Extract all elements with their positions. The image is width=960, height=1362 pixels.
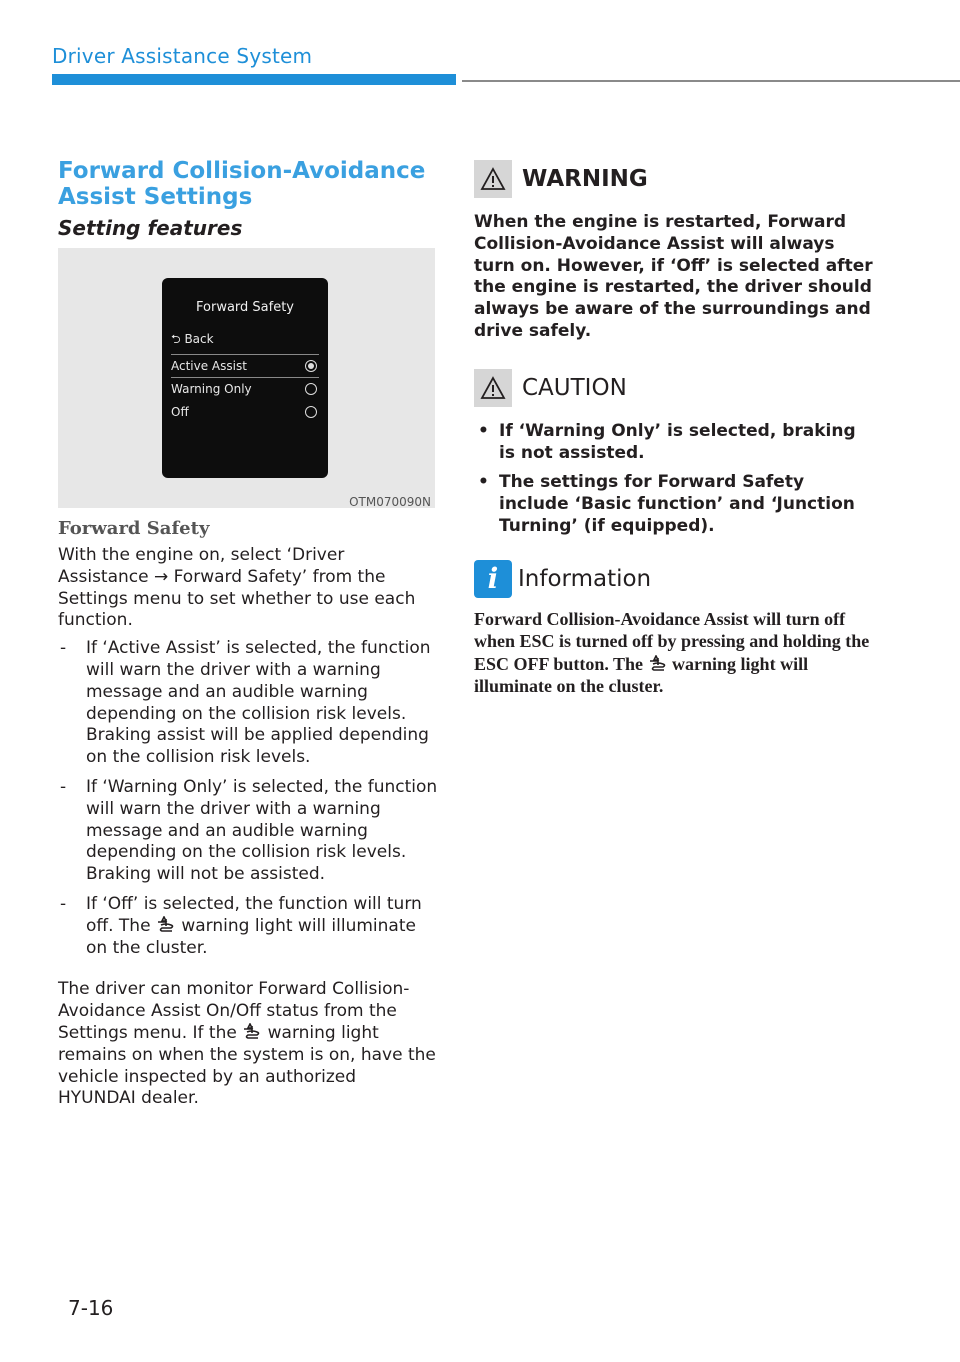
list-item-text: The settings for Forward Safety include ‘Basic function’ and ‘Junction Turning’ (if equipped). xyxy=(499,472,855,536)
list-item-text: If ‘Warning Only’ is selected, braking is not assisted. xyxy=(499,420,856,463)
section-title xyxy=(58,158,438,210)
warning-title: WARNING xyxy=(522,166,648,192)
screen-back-row xyxy=(171,328,319,350)
list-item: • If ‘Warning Only’ is selected, braking is not assisted. xyxy=(478,420,856,463)
section-title-line1: Forward Collision-Avoidance xyxy=(58,158,426,184)
list-item: • The settings for Forward Safety include ‘Basic function’ and ‘Junction Turning’ (if equipped). xyxy=(478,472,855,536)
information-header xyxy=(474,560,874,598)
back-label: Back xyxy=(184,332,214,346)
list-item-text-a: If ‘Off’ is selected, the function will turn off. The xyxy=(86,893,422,936)
fca-warning-light-icon xyxy=(648,655,668,673)
warning-triangle-icon xyxy=(474,160,512,198)
cluster-figure xyxy=(58,248,435,508)
monitor-text-b: warning light remains on when the system is on, have the vehicle inspected by an authorized HYUNDAI dealer. xyxy=(58,1022,436,1109)
section-subtitle: Setting features xyxy=(58,216,243,240)
page-number: 7-16 xyxy=(68,1296,114,1320)
list-item: - If ‘Off’ is selected, the function will turn off. The warning light will illuminate on the cluster. xyxy=(60,893,422,958)
caution-list xyxy=(474,421,874,538)
caution-header xyxy=(474,369,874,407)
option-label: Off xyxy=(171,405,189,419)
list-item: - If ‘Warning Only’ is selected, the function will warn the driver with a warning message and an audible warning depending on the collision risk levels. Braking will not be assisted. xyxy=(60,776,438,885)
information-body xyxy=(474,608,874,698)
screen-option-off xyxy=(171,401,319,423)
list-item-text: If ‘Active Assist’ is selected, the function will warn the driver with a warning message and an audible warning depending on the collision risk levels. Braking assist will be applied depending on the collision risk levels. xyxy=(86,638,431,768)
caution-triangle-icon xyxy=(474,369,512,407)
running-header: Driver Assistance System xyxy=(52,44,313,68)
option-label: Warning Only xyxy=(171,382,252,396)
screen-option-active-assist xyxy=(171,354,319,378)
caution-title: CAUTION xyxy=(522,374,627,401)
info-icon: i xyxy=(474,560,512,598)
radio-selected-icon xyxy=(305,360,317,372)
right-column xyxy=(474,160,874,698)
fca-warning-light-icon xyxy=(156,916,176,934)
information-text-b: warning light will illuminate on the cluster. xyxy=(474,653,809,697)
list-item-text: If ‘Warning Only’ is selected, the function will warn the driver with a warning message and an audible warning depending on the collision risk levels. Braking will not be assisted. xyxy=(86,776,438,885)
back-arrow-icon: ⮌ xyxy=(171,332,181,346)
list-item: - If ‘Active Assist’ is selected, the function will warn the driver with a warning message and an audible warning depending on the collision risk levels. Braking assist will be applied depending on the collision risk levels. xyxy=(60,638,431,768)
header-bar-blue xyxy=(52,74,456,85)
screen-option-warning-only xyxy=(171,378,319,400)
list-item-text-b: warning light will illuminate on the cluster. xyxy=(86,915,416,958)
screen-title: Forward Safety xyxy=(196,300,294,315)
subsection-heading: Forward Safety xyxy=(58,518,210,539)
radio-empty-icon xyxy=(305,383,317,395)
cluster-screen xyxy=(162,278,328,478)
section-title-line2: Assist Settings xyxy=(58,184,253,210)
left-column xyxy=(58,158,438,1110)
options-list xyxy=(58,638,438,959)
warning-header xyxy=(474,160,874,198)
intro-paragraph: With the engine on, select ‘Driver Assistance → Forward Safety’ from the Settings menu to set whether to use each function. xyxy=(58,545,416,631)
header-bar-grey xyxy=(462,80,960,82)
fca-warning-light-icon xyxy=(242,1023,262,1041)
monitor-paragraph xyxy=(58,979,438,1110)
option-label: Active Assist xyxy=(171,359,247,373)
monitor-text-a: The driver can monitor Forward Collision-Avoidance Assist On/Off status from the Settings menu. If the xyxy=(58,979,410,1043)
information-text-a: Forward Collision-Avoidance Assist will turn off when ESC is turned off by pressing and holding the ESC OFF button. The xyxy=(474,608,870,674)
warning-body: When the engine is restarted, Forward Collision-Avoidance Assist will always turn on. However, if ‘Off’ is selected after the engine is restarted, the driver should always be aware of the surroundings and drive safely. xyxy=(474,212,873,341)
information-title: Information xyxy=(518,565,652,592)
radio-empty-icon xyxy=(305,406,317,418)
figure-code: OTM070090N xyxy=(349,495,431,509)
